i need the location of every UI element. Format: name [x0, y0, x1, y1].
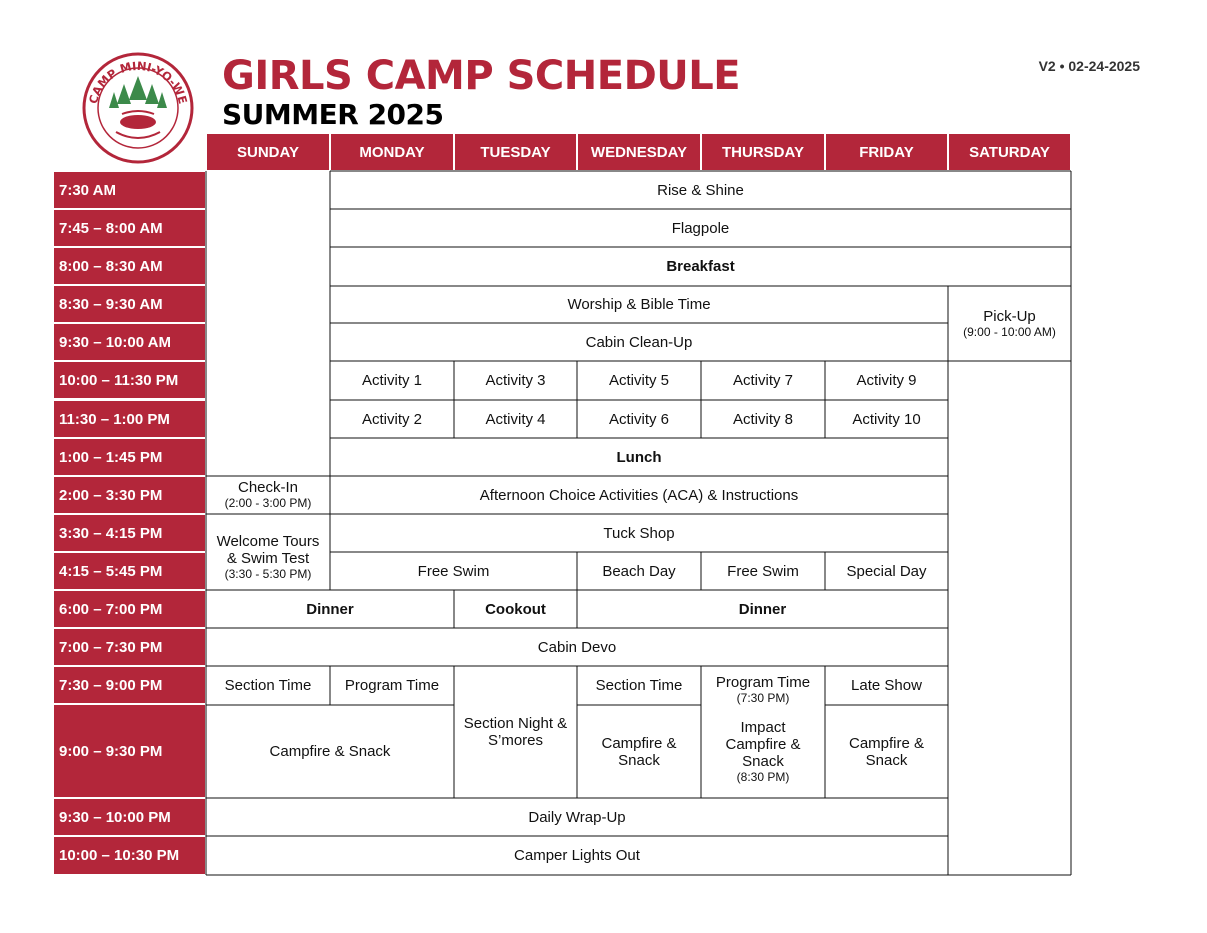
- event-activity: Activity 4: [485, 410, 546, 428]
- event-flagpole: Flagpole: [671, 219, 730, 237]
- event-daily-wrapup: Daily Wrap-Up: [528, 808, 626, 826]
- event-activity: Activity 6: [608, 410, 669, 428]
- event-late-show: Late Show: [851, 677, 922, 694]
- event-activity: Activity 5: [608, 372, 669, 389]
- event-activity: Activity 2: [361, 410, 422, 428]
- event-beach-day: Beach Day: [602, 562, 676, 580]
- event-breakfast: Breakfast: [666, 258, 735, 275]
- event-checkin-label: Check-In: [237, 479, 299, 496]
- time-label: 10:00 – 11:30 PM: [54, 362, 205, 398]
- event-dinner: Dinner: [306, 600, 354, 618]
- event-welcome-time: (3:30 - 5:30 PM): [224, 567, 312, 581]
- time-label: 8:30 – 9:30 AM: [54, 286, 205, 322]
- day-header-thursday: THURSDAY: [702, 134, 824, 170]
- day-header-saturday: SATURDAY: [949, 134, 1070, 170]
- version-label: V2 • 02-24-2025: [1038, 58, 1140, 74]
- event-worship: Worship & Bible Time: [567, 296, 711, 313]
- event-tuck-shop: Tuck Shop: [603, 524, 675, 542]
- event-activity: Activity 1: [361, 372, 422, 389]
- event-special-day: Special Day: [846, 562, 927, 580]
- event-activity: Activity 7: [732, 372, 793, 389]
- time-label: 9:00 – 9:30 PM: [54, 705, 205, 797]
- day-header-friday: FRIDAY: [826, 134, 947, 170]
- time-label: 1:00 – 1:45 PM: [54, 439, 205, 475]
- time-label: 3:30 – 4:15 PM: [54, 515, 205, 551]
- time-label: 9:30 – 10:00 AM: [54, 324, 205, 360]
- time-label: 11:30 – 1:00 PM: [54, 401, 205, 437]
- event-welcome-tours: [206, 514, 330, 590]
- event-campfire: Campfire & Snack: [601, 734, 677, 769]
- event-cabin-cleanup: Cabin Clean-Up: [585, 333, 693, 351]
- event-impact-time: (8:30 PM): [736, 770, 790, 784]
- event-lunch: Lunch: [616, 448, 662, 466]
- event-checkin: [206, 476, 330, 513]
- page-title: GIRLS CAMP SCHEDULE: [222, 53, 741, 99]
- event-activity: Activity 10: [852, 410, 921, 428]
- event-activity: Activity 8: [732, 410, 793, 428]
- time-label: 6:00 – 7:00 PM: [54, 591, 205, 627]
- camp-logo: [82, 52, 194, 164]
- event-lights-out: Camper Lights Out: [514, 847, 640, 864]
- page-subtitle: SUMMER 2025: [222, 98, 444, 131]
- time-label: 8:00 – 8:30 AM: [54, 248, 205, 284]
- event-section-time: Section Time: [595, 677, 683, 694]
- day-header-tuesday: TUESDAY: [455, 134, 576, 170]
- event-section-night: Section Night & S’mores: [463, 715, 568, 749]
- event-cabin-devo: Cabin Devo: [537, 638, 617, 656]
- event-dinner: Dinner: [738, 600, 787, 618]
- time-label: 7:00 – 7:30 PM: [54, 629, 205, 665]
- event-rise-shine: Rise & Shine: [657, 181, 744, 199]
- time-label: 2:00 – 3:30 PM: [54, 477, 205, 513]
- event-campfire: Campfire & Snack: [848, 734, 925, 769]
- time-label: 4:15 – 5:45 PM: [54, 553, 205, 589]
- event-pickup-label: Pick-Up: [983, 308, 1036, 325]
- event-cookout: Cookout: [485, 600, 546, 618]
- event-section-time: Section Time: [224, 677, 312, 694]
- event-aca: Afternoon Choice Activities (ACA) & Instructions: [479, 486, 799, 504]
- time-label: 10:00 – 10:30 PM: [54, 837, 205, 874]
- logo-text: CAMP MINI-YO-WE: [85, 58, 191, 106]
- time-label: 7:45 – 8:00 AM: [54, 210, 205, 246]
- event-program-time: Program Time: [344, 677, 440, 694]
- event-activity: Activity 9: [856, 372, 917, 389]
- day-header-monday: MONDAY: [331, 134, 453, 170]
- event-impact-campfire: Impact Campfire & Snack: [725, 719, 801, 770]
- event-pickup-time: (9:00 - 10:00 AM): [963, 325, 1056, 339]
- time-label: 9:30 – 10:00 PM: [54, 799, 205, 835]
- time-label: 7:30 – 9:00 PM: [54, 667, 205, 703]
- event-free-swim: Free Swim: [727, 562, 799, 580]
- event-free-swim: Free Swim: [417, 562, 490, 580]
- day-header-sunday: SUNDAY: [207, 134, 329, 170]
- event-checkin-time: (2:00 - 3:00 PM): [224, 496, 312, 510]
- event-activity: Activity 3: [485, 372, 546, 389]
- day-header-wednesday: WEDNESDAY: [578, 134, 700, 170]
- event-pickup: [948, 286, 1071, 361]
- event-campfire: Campfire & Snack: [269, 743, 391, 760]
- event-program-impact: [701, 666, 825, 798]
- time-label: 7:30 AM: [54, 172, 205, 208]
- event-program-time-label: Program Time: [715, 674, 811, 691]
- event-program-time-time: (7:30 PM): [736, 691, 790, 705]
- event-welcome-label: Welcome Tours & Swim Test: [216, 533, 320, 567]
